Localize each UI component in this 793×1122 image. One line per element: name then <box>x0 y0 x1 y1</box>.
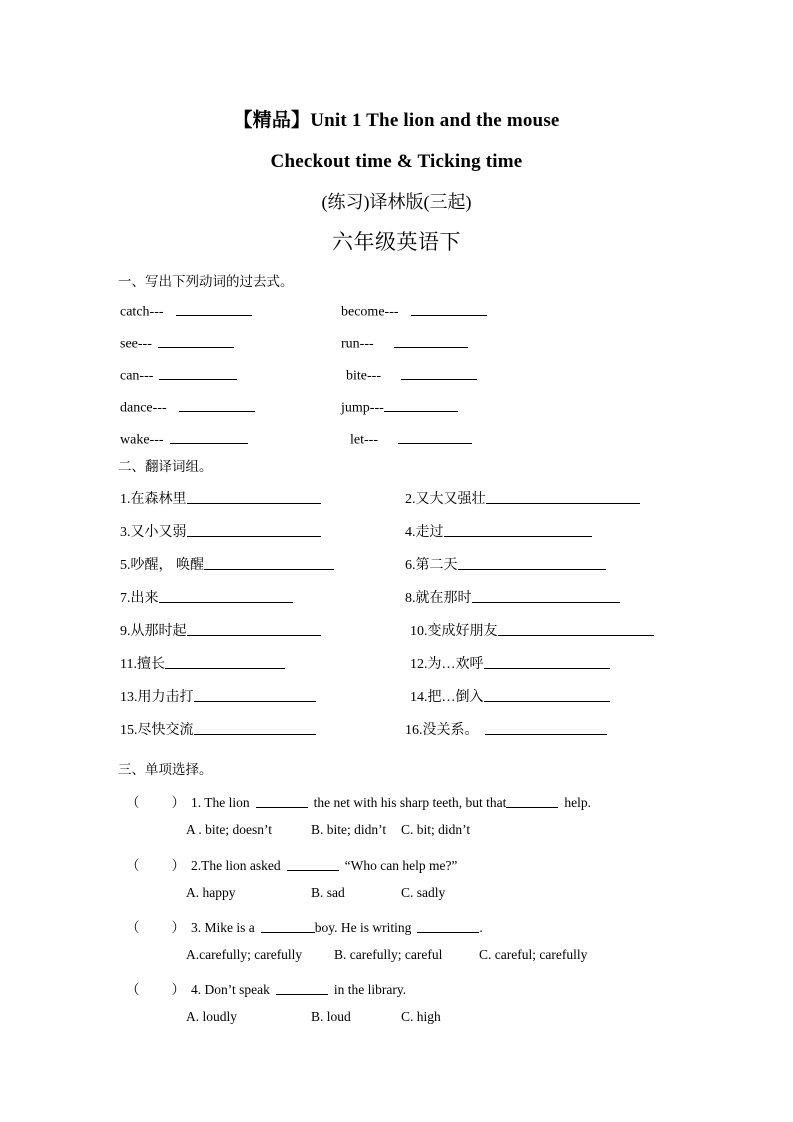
option-c[interactable]: C. sadly <box>401 885 446 900</box>
phrase-item-10 <box>410 620 654 640</box>
verb-item-dance <box>120 398 255 416</box>
phrase-number: 16. <box>405 723 423 738</box>
phrase-number: 10. <box>410 624 428 639</box>
phrase-number: 15. <box>120 723 138 738</box>
question-stem-cont: the net with his sharp teeth, but that <box>313 795 507 810</box>
verb-item-bite <box>346 366 477 384</box>
answer-blank[interactable] <box>276 981 328 995</box>
question-stem-cont: “Who can help me?” <box>344 858 458 873</box>
answer-blank[interactable] <box>398 430 472 444</box>
phrase-text: 变成好朋友 <box>427 624 498 639</box>
question-stem: 2.The lion asked <box>191 858 281 873</box>
answer-blank[interactable] <box>170 430 248 444</box>
mc-question-1 <box>126 791 591 811</box>
answer-blank[interactable] <box>187 622 321 636</box>
answer-paren-close: ） <box>171 920 185 935</box>
answer-paren-open: （ <box>126 858 140 873</box>
title-subline-2: (练习)译林版(三起) <box>321 192 472 212</box>
phrase-text: 为…欢呼 <box>427 657 484 672</box>
phrase-item-8 <box>405 587 620 607</box>
phrase-text: 第二天 <box>415 558 458 573</box>
answer-paren-close: ） <box>171 858 185 873</box>
answer-paren-open: （ <box>126 982 140 997</box>
phrase-number: 1. <box>120 492 131 507</box>
verb-item-jump <box>341 398 458 416</box>
question-stem: 3. Mike is a <box>191 920 255 935</box>
verb-label: let--- <box>350 432 378 448</box>
answer-blank[interactable] <box>287 857 339 871</box>
phrase-number: 14. <box>410 690 428 705</box>
phrase-text: 把…倒入 <box>427 690 484 705</box>
answer-blank[interactable] <box>417 919 479 933</box>
phrase-item-3 <box>120 521 321 541</box>
answer-blank[interactable] <box>486 490 640 504</box>
answer-blank[interactable] <box>472 589 620 603</box>
phrase-item-14 <box>410 686 610 706</box>
question-stem-cont: in the library. <box>333 982 407 997</box>
answer-blank[interactable] <box>485 721 607 735</box>
phrase-text: 又小又弱 <box>130 525 187 540</box>
verb-item-catch <box>120 302 252 320</box>
verb-label: wake--- <box>120 432 164 448</box>
question-stem-end: help. <box>564 795 591 810</box>
answer-blank[interactable] <box>158 334 234 348</box>
mc-question-3 <box>126 916 483 936</box>
phrase-text: 出来 <box>130 591 159 606</box>
phrase-number: 7. <box>120 591 131 606</box>
answer-blank[interactable] <box>256 794 308 808</box>
question-stem: 4. Don’t speak <box>191 982 270 997</box>
phrase-item-2 <box>405 488 640 508</box>
verb-label: bite--- <box>346 368 381 384</box>
mc-options-1 <box>186 822 470 838</box>
answer-paren-open: （ <box>126 920 140 935</box>
title-subline-3: 六年级英语下 <box>332 230 461 254</box>
answer-blank[interactable] <box>384 398 458 412</box>
phrase-item-7 <box>120 587 293 607</box>
phrase-item-5 <box>120 554 334 574</box>
answer-paren-close: ） <box>171 795 185 810</box>
phrase-item-13 <box>120 686 316 706</box>
answer-blank[interactable] <box>187 523 321 537</box>
phrase-number: 8. <box>405 591 416 606</box>
verb-item-see <box>120 334 234 352</box>
option-b[interactable]: B. carefully; careful <box>334 947 443 962</box>
answer-blank[interactable] <box>484 688 610 702</box>
title-subline-1: Checkout time & Ticking time <box>270 151 523 172</box>
answer-blank[interactable] <box>159 589 293 603</box>
option-c[interactable]: C. bit; didn’t <box>401 822 471 837</box>
phrase-number: 13. <box>120 690 138 705</box>
phrase-text: 吵醒， 唤醒 <box>130 558 204 573</box>
phrase-item-16 <box>405 719 607 739</box>
verb-label: jump--- <box>341 400 384 416</box>
verb-label: see--- <box>120 336 152 352</box>
phrase-text: 用力击打 <box>137 690 194 705</box>
verb-item-can <box>120 366 237 384</box>
answer-blank[interactable] <box>194 688 316 702</box>
phrase-number: 5. <box>120 558 131 573</box>
verb-item-run <box>341 334 468 352</box>
mc-question-2 <box>126 854 457 874</box>
phrase-item-4 <box>405 521 592 541</box>
answer-blank[interactable] <box>444 523 592 537</box>
phrase-number: 2. <box>405 492 416 507</box>
answer-blank[interactable] <box>401 366 477 380</box>
question-stem-cont: boy. He is writing <box>314 920 412 935</box>
document-title-block <box>0 100 793 262</box>
mc-options-3 <box>186 947 587 963</box>
option-b[interactable]: B. sad <box>311 885 345 900</box>
phrase-text: 走过 <box>415 525 444 540</box>
answer-blank[interactable] <box>411 302 487 316</box>
answer-blank[interactable] <box>187 490 321 504</box>
verb-item-become <box>341 302 487 320</box>
verb-label: dance--- <box>120 400 167 416</box>
verb-label: run--- <box>341 336 374 352</box>
answer-blank[interactable] <box>176 302 252 316</box>
verb-item-wake <box>120 430 248 448</box>
question-stem-end: . <box>479 920 483 935</box>
option-c[interactable]: C. high <box>401 1009 441 1024</box>
option-a[interactable]: A.carefully; carefully <box>186 947 303 962</box>
phrase-item-12 <box>410 653 610 673</box>
phrase-item-6 <box>405 554 606 574</box>
verb-label: catch--- <box>120 304 164 320</box>
phrase-number: 6. <box>405 558 416 573</box>
question-stem: 1. The lion <box>191 795 250 810</box>
answer-blank[interactable] <box>204 556 334 570</box>
section-three-heading: 三、单项选择。 <box>118 762 213 777</box>
page-title: 【精品】Unit 1 The lion and the mouse <box>233 110 560 131</box>
verb-label: become--- <box>341 304 399 320</box>
option-c[interactable]: C. careful; carefully <box>479 947 588 962</box>
option-b[interactable]: B. bite; didn’t <box>311 822 387 837</box>
option-a[interactable]: A . bite; doesn’t <box>186 822 272 837</box>
mc-question-4 <box>126 978 406 998</box>
phrase-text: 又大又强壮 <box>415 492 486 507</box>
answer-blank[interactable] <box>484 655 610 669</box>
mc-options-2 <box>186 885 445 901</box>
option-a[interactable]: A. loudly <box>186 1009 238 1024</box>
answer-blank[interactable] <box>458 556 606 570</box>
phrase-text: 没关系。 <box>422 723 479 738</box>
section-one-heading: 一、写出下列动词的过去式。 <box>118 274 294 289</box>
option-a[interactable]: A. happy <box>186 885 236 900</box>
answer-blank[interactable] <box>506 794 558 808</box>
verb-label: can--- <box>120 368 154 384</box>
phrase-text: 在森林里 <box>130 492 187 507</box>
phrase-item-15 <box>120 719 316 739</box>
answer-paren-close: ） <box>171 982 185 997</box>
phrase-item-1 <box>120 488 321 508</box>
answer-blank[interactable] <box>159 366 237 380</box>
answer-blank[interactable] <box>261 919 315 933</box>
mc-options-4 <box>186 1009 441 1025</box>
phrase-item-11 <box>120 653 285 673</box>
answer-blank[interactable] <box>498 622 654 636</box>
phrase-number: 12. <box>410 657 428 672</box>
phrase-number: 11. <box>120 657 137 672</box>
phrase-number: 4. <box>405 525 416 540</box>
section-two-heading: 二、翻译词组。 <box>118 459 213 474</box>
answer-blank[interactable] <box>179 398 255 412</box>
verb-item-let <box>350 430 472 448</box>
answer-blank[interactable] <box>394 334 468 348</box>
phrase-text: 尽快交流 <box>137 723 194 738</box>
phrase-number: 9. <box>120 624 131 639</box>
answer-paren-open: （ <box>126 795 140 810</box>
phrase-number: 3. <box>120 525 131 540</box>
phrase-text: 擅长 <box>136 657 165 672</box>
answer-blank[interactable] <box>165 655 285 669</box>
phrase-text: 从那时起 <box>130 624 187 639</box>
answer-blank[interactable] <box>194 721 316 735</box>
option-b[interactable]: B. loud <box>311 1009 351 1024</box>
phrase-text: 就在那时 <box>415 591 472 606</box>
phrase-item-9 <box>120 620 321 640</box>
